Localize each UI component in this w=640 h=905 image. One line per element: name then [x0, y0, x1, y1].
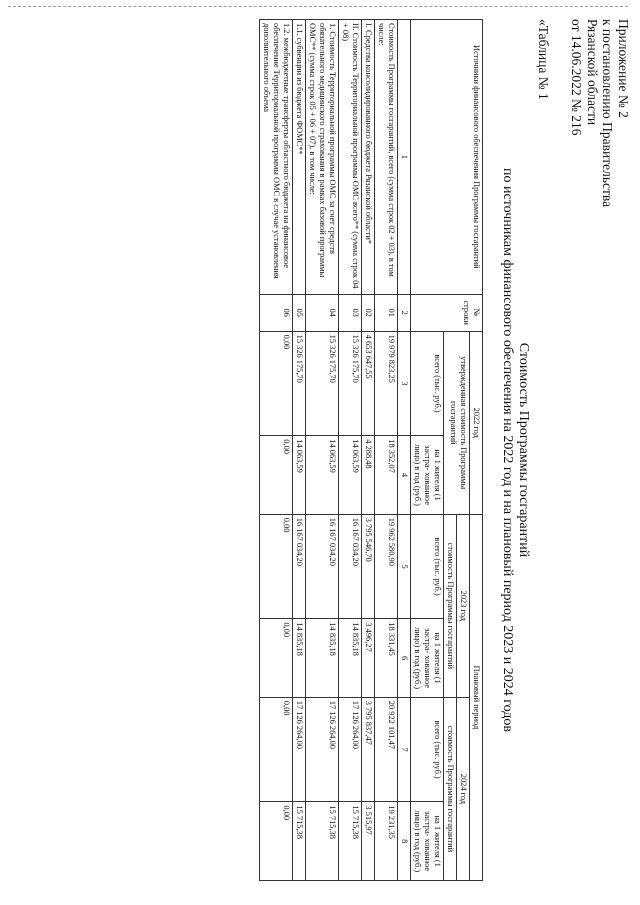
column-index: 2 — [398, 294, 411, 331]
column-index: 5 — [398, 514, 411, 619]
value-cell: 0,00 — [260, 697, 293, 802]
value-cell: 19 979 823,25 — [375, 331, 398, 436]
row-number: 01 — [375, 294, 398, 331]
value-cell: 14 063,59 — [306, 436, 339, 514]
value-cell: 4 288,48 — [362, 436, 375, 514]
title-line-2: по источникам финансового обеспечения на 2022 год и на плановый период 2023 и 2024 годов — [500, 168, 515, 732]
resolution-line: к постановлению Правительства — [600, 19, 616, 208]
row-description: Стоимость Программы госгарантий, всего (сумма строк 02 + 03), в том числе: — [375, 20, 398, 295]
value-cell: 14 835,18 — [306, 619, 339, 697]
total-2023-header: всего (тыс. руб.) — [411, 514, 444, 619]
row-number: 05 — [293, 294, 306, 331]
year-2022-header: 2022 год — [470, 331, 483, 514]
value-cell: 17 126 264,00 — [293, 697, 306, 802]
value-cell: 14 835,18 — [293, 619, 306, 697]
value-cell: 3 795 837,47 — [362, 697, 375, 802]
column-index-row — [398, 20, 411, 881]
table-row — [306, 20, 339, 881]
year-2024-header: 2024 год — [457, 697, 470, 880]
region-line: Рязанской области — [585, 19, 600, 126]
per-capita-2022-header: на 1 жителя (1 застра- хованное лицо) в год (руб.) — [411, 436, 444, 514]
value-cell: 15 715,38 — [306, 802, 339, 881]
value-cell: 15 715,38 — [339, 802, 362, 881]
approved-cost-header: утвержденная стоимость Программы госгарантий — [444, 331, 470, 514]
value-cell: 0,00 — [260, 514, 293, 619]
row-description: 1.2. межбюджетные трансферты областного бюджета на финансовое обеспечение Территориальной программы ОМС в случае установления дополнительного объема — [260, 20, 293, 295]
table-row — [339, 20, 362, 881]
value-cell: 0,00 — [260, 802, 293, 881]
value-cell: 0,00 — [260, 619, 293, 697]
row-number: 04 — [306, 294, 339, 331]
table-row — [375, 20, 398, 881]
value-cell: 16 167 034,20 — [293, 514, 306, 619]
cost-table — [259, 19, 483, 881]
row-number: 06 — [260, 294, 293, 331]
document-title — [499, 5, 531, 895]
value-cell: 16 167 034,20 — [306, 514, 339, 619]
resolution-date: от 14.06.2022 № 216 — [569, 19, 585, 136]
plan-period-header: Плановый период — [470, 514, 483, 880]
table-row — [362, 20, 375, 881]
row-description: II. Стоимость Территориальной программы ОМС всего** (сумма строк 04 + 08) — [339, 20, 362, 295]
value-cell: 15 326 175,70 — [293, 331, 306, 436]
value-cell: 17 126 264,00 — [339, 697, 362, 802]
value-cell: 15 326 175,70 — [306, 331, 339, 436]
value-cell: 18 352,07 — [375, 436, 398, 514]
value-cell: 15 715,38 — [293, 802, 306, 881]
year-2023-header: 2023 год — [457, 514, 470, 697]
table-row — [293, 20, 306, 881]
value-cell: 14 063,59 — [293, 436, 306, 514]
row-description: 1. Стоимость Территориальной программы ОМС за счет средств обязательного медицинского страхования в рамках базовой программы ОМС** (сумма строк 05 + 06 + 07), в том числе: — [306, 20, 339, 295]
title-line-1: Стоимость Программы госгарантий — [516, 342, 531, 558]
table-row — [260, 20, 293, 881]
value-cell: 18 331,45 — [375, 619, 398, 697]
value-cell: 3 795 546,70 — [362, 514, 375, 619]
cost-2023-header: стоимость Программы госгарантий — [444, 514, 457, 697]
per-capita-2023-header: на 1 жителя (1 застра- хованное лицо) в год (руб.) — [411, 619, 444, 697]
value-cell: 0,00 — [260, 436, 293, 514]
cost-2024-header: стоимость Программы госгарантий — [444, 697, 457, 880]
value-cell: 15 326 175,70 — [339, 331, 362, 436]
value-cell: 14 063,59 — [339, 436, 362, 514]
row-description: I. Средства консолидированного бюджета Рязанской области* — [362, 20, 375, 295]
row-number: 03 — [339, 294, 362, 331]
value-cell: 4 653 647,55 — [362, 331, 375, 436]
row-description: 1.1. субвенции из бюджета ФОМС** — [293, 20, 306, 295]
column-index: 1 — [398, 20, 411, 295]
value-cell: 14 835,18 — [339, 619, 362, 697]
rotated-page — [5, 5, 635, 895]
appendix-number: Приложение № 2 — [616, 19, 631, 118]
value-cell: 16 167 034,20 — [339, 514, 362, 619]
row-number: 02 — [362, 294, 375, 331]
total-2022-header: всего (тыс. руб.) — [411, 331, 444, 436]
value-cell: 17 126 264,00 — [306, 697, 339, 802]
row-number-header: № строки — [411, 294, 483, 331]
total-2024-header: всего (тыс. руб.) — [411, 697, 444, 802]
column-index: 3 — [398, 331, 411, 436]
value-cell: 3 496,27 — [362, 619, 375, 697]
value-cell: 19 231,35 — [375, 802, 398, 881]
value-cell: 19 962 580,90 — [375, 514, 398, 619]
source-header: Источники финансового обеспечения Программы госгарантий — [411, 20, 483, 295]
column-index: 8 — [398, 802, 411, 881]
value-cell: 20 922 101,47 — [375, 697, 398, 802]
value-cell: 0,00 — [260, 331, 293, 436]
column-index: 7 — [398, 697, 411, 802]
value-cell: 3 515,97 — [362, 802, 375, 881]
document-header — [569, 19, 631, 319]
column-index: 4 — [398, 436, 411, 514]
per-capita-2024-header: на 1 жителя (1 застра- хованное лицо) в год (руб.) — [411, 802, 444, 881]
column-index: 6 — [398, 619, 411, 697]
table-label: «Таблица № 1 — [536, 19, 551, 100]
header-row-1 — [470, 20, 483, 881]
